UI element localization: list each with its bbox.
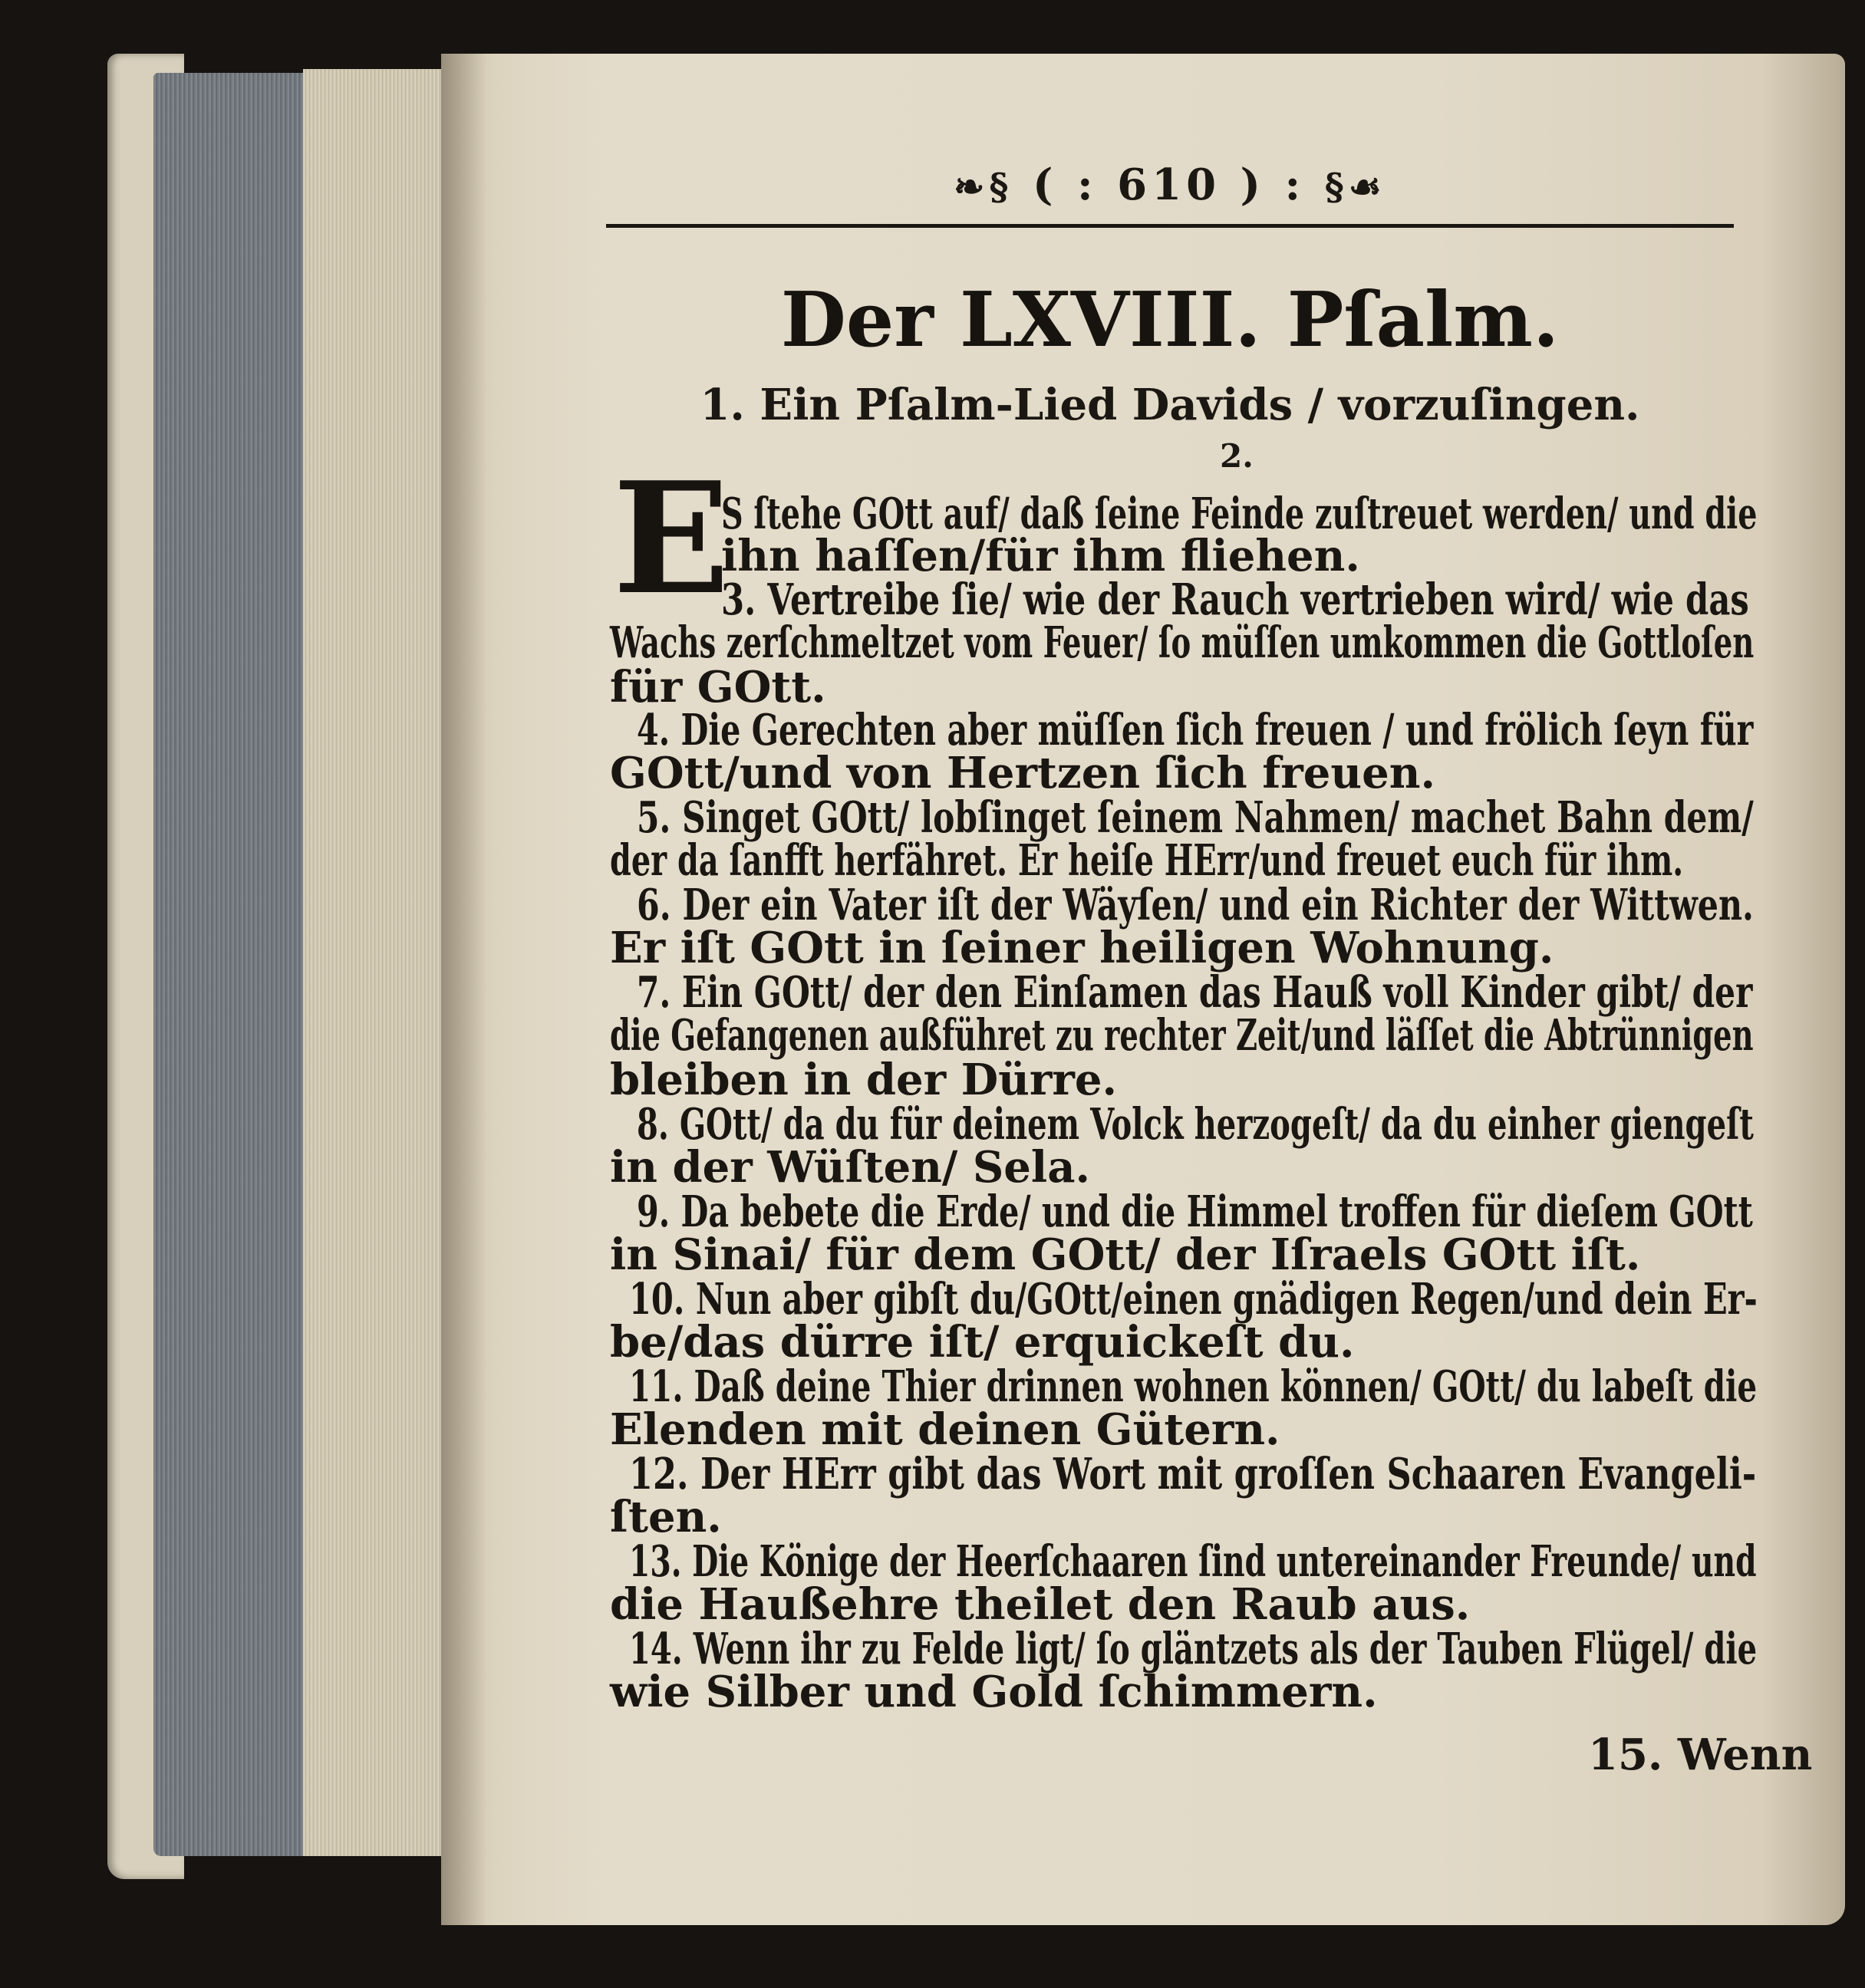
text-line: 5. Singet GOtt/ lobſinget ſeinem Nahmen/ machet Bahn dem/ <box>637 792 1754 843</box>
psalm-subtitle: 1. Ein Pſalm-Lied Davids / vorzuſingen. <box>700 380 1640 430</box>
page-header <box>606 153 1734 222</box>
text-line: GOtt/und von Hertzen ſich freuen. <box>610 748 1435 798</box>
ornament-left-icon: ❧§ <box>954 166 1013 209</box>
page-number-line <box>606 160 1734 210</box>
text-line: 9. Da bebete die Erde/ und die Himmel troffen für dieſem GOtt <box>637 1187 1753 1237</box>
text-line: die Gefangenen außführet zu rechter Zeit/und läſſet die Abtrünnigen <box>610 1010 1754 1061</box>
page-edges-light <box>303 69 445 1856</box>
text-line: der da ſanfft herfähret. Er heiſe HErr/und freuet euch für ihm. <box>610 835 1684 886</box>
text-line: in Sinai/ für dem GOtt/ der Iſraels GOtt iſt. <box>610 1229 1641 1280</box>
text-line: bleiben in der Dürre. <box>610 1055 1118 1105</box>
header-rule <box>606 224 1734 228</box>
text-line: 13. Die Könige der Heerſchaaren ſind untereinander Freunde/ und <box>629 1536 1757 1587</box>
text-line: Er iſt GOtt in ſeiner heiligen Wohnung. <box>610 923 1554 973</box>
text-line: ſten. <box>610 1492 722 1542</box>
text-line: be/das dürre iſt/ erquickeſt du. <box>610 1317 1355 1368</box>
text-line: für GOtt. <box>610 662 826 713</box>
text-line: in der Wüſten/ Sela. <box>610 1142 1090 1193</box>
text-line: Wachs zerſchmeltzet vom Feuer/ ſo müſſen umkommen die Gottloſen <box>610 617 1755 668</box>
drop-cap: E <box>612 449 730 629</box>
text-line: ihn haſſen/für ihm fliehen. <box>721 531 1360 581</box>
text-line: 11. Daß deine Thier drinnen wohnen können/ GOtt/ du labeſt die <box>629 1361 1758 1412</box>
catchword: 15. Wenn <box>1588 1730 1813 1780</box>
text-line: 7. Ein GOtt/ der den Einſamen das Hauß voll Kinder gibt/ der <box>637 967 1753 1018</box>
page-number: ( : 610 ) : <box>1032 160 1306 210</box>
ornament-right-icon: §☙ <box>1324 166 1386 209</box>
text-line: die Haußehre theilet den Raub aus. <box>610 1579 1471 1630</box>
text-line: 6. Der ein Vater iſt der Wäyſen/ und ein Richter der Wittwen. <box>637 880 1754 930</box>
text-line: 14. Wenn ihr zu Felde ligt/ ſo gläntzets als der Tauben Flügel/ die <box>629 1624 1758 1674</box>
psalm-title: Der LXVIII. Pſalm. <box>780 276 1560 364</box>
text-line: S ſtehe GOtt auf/ daß ſeine Feinde zuſtreuet werden/ und die <box>721 489 1758 539</box>
text-line: 3. Vertreibe ſie/ wie der Rauch vertrieben wird/ wie das <box>721 574 1749 625</box>
text-line: 10. Nun aber gibſt du/GOtt/einen gnädigen Regen/und dein Er- <box>629 1274 1758 1325</box>
text-line: 4. Die Gerechten aber müſſen ſich freuen / und frölich ſeyn für <box>637 705 1754 755</box>
verse-marker: 2. <box>1220 437 1254 475</box>
text-line: Elenden mit deinen Gütern. <box>610 1404 1280 1455</box>
text-line: 12. Der HErr gibt das Wort mit groſſen Schaaren Evangeli- <box>629 1449 1757 1499</box>
gutter-shadow <box>441 54 487 1925</box>
text-line: wie Silber und Gold ſchimmern. <box>610 1667 1378 1717</box>
text-line: 8. GOtt/ da du für deinem Volck herzogeſt/ da du einher giengeſt <box>637 1099 1754 1150</box>
